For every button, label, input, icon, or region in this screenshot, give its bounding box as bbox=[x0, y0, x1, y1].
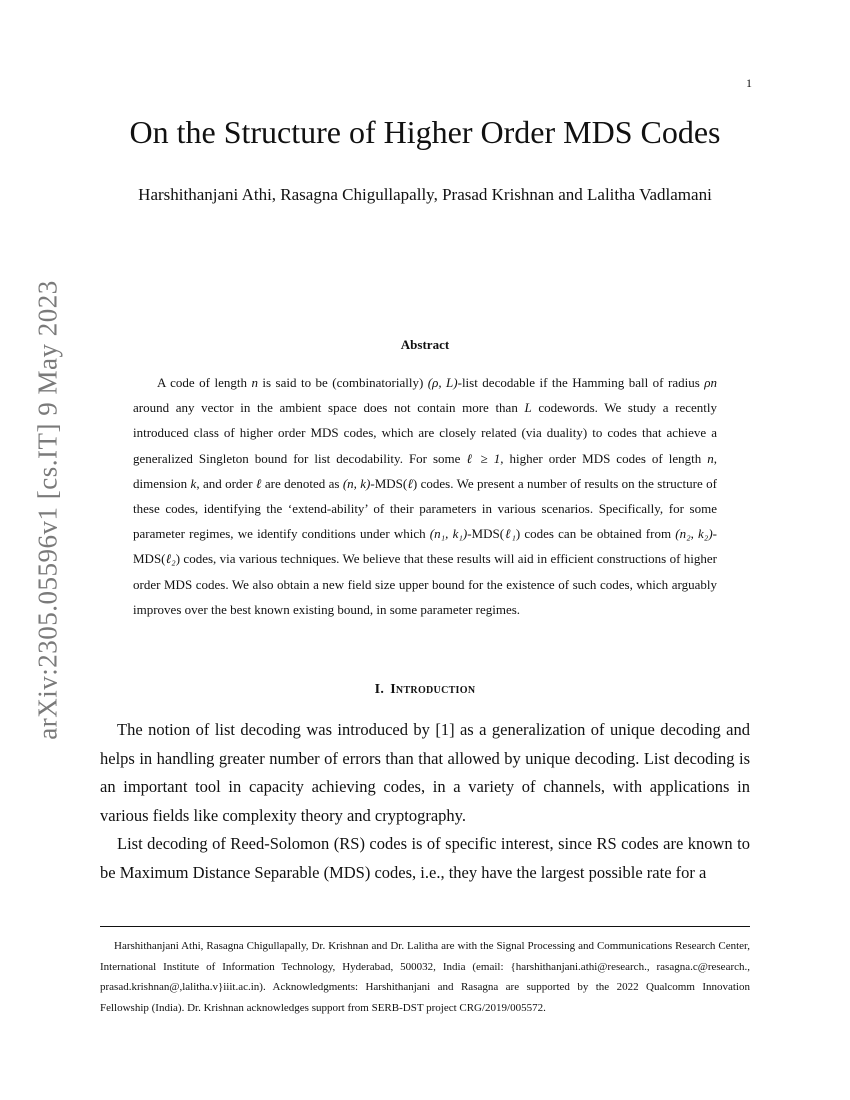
abstract-math: ℓ ≥ 1 bbox=[466, 450, 501, 466]
page-number: 1 bbox=[746, 76, 752, 90]
abstract-text: ) codes. We present a number of results on the structure of these codes, identifying the ‘extend-ability’ of their parameters in various scenarios. Specifically, for some parameter regimes, we identify conditions under which bbox=[133, 475, 717, 542]
abstract-math: (n₁, k₁) bbox=[429, 526, 468, 542]
abstract-math: (n₂, k₂) bbox=[675, 526, 713, 542]
abstract-math: ℓ bbox=[255, 475, 262, 491]
paper-authors: Harshithanjani Athi, Rasagna Chigullapally, Prasad Krishnan and Lalitha Vadlamani bbox=[138, 185, 712, 204]
abstract-math: (n, k) bbox=[342, 475, 371, 491]
footnote bbox=[100, 936, 750, 1018]
abstract-text: -list decodable if the Hamming ball of radius bbox=[457, 375, 705, 390]
abstract-text: ) codes can be obtained from bbox=[515, 526, 676, 542]
abstract-text: -MDS( bbox=[133, 526, 717, 567]
abstract-body bbox=[133, 370, 717, 622]
paper-title: On the Structure of Higher Order MDS Codes bbox=[129, 114, 721, 150]
section-title: Introduction bbox=[390, 682, 476, 697]
abstract-text: codewords. We study a recently introduced class of higher order MDS codes, which are closely related (via duality) to codes that achieve a generalized Singleton bound for list decodability. For some bbox=[133, 400, 717, 466]
footnote-rule bbox=[100, 926, 750, 927]
abstract-math: k bbox=[190, 475, 197, 491]
abstract-text: , and order bbox=[196, 475, 256, 491]
arxiv-stamp: arXiv:2305.05596v1 [cs.IT] 9 May 2023 bbox=[32, 280, 63, 740]
abstract-text: around any vector in the ambient space does not contain more than bbox=[133, 400, 525, 416]
introduction-body bbox=[100, 716, 750, 887]
abstract-text: , higher order MDS codes of length bbox=[500, 450, 708, 466]
abstract-text: is said to be (combinatorially) bbox=[257, 375, 428, 390]
abstract-heading: Abstract bbox=[400, 337, 450, 352]
abstract-text: , dimension bbox=[133, 450, 717, 491]
abstract-math: ℓ₂ bbox=[165, 551, 176, 567]
section-number: I. bbox=[374, 682, 385, 697]
abstract-math: (ρ, L) bbox=[427, 375, 458, 390]
footnote-text: Harshithanjani Athi, Rasagna Chigullapally, Dr. Krishnan and Dr. Lalitha are with the Signal Processing and Communications Research Center, International Institute of Information Technology, Hyderabad, 500032, India (email: {harshithanjani.athi@research., rasagna.c@research., prasad.krishnan@,lalitha.v}iiit.ac.in). Acknowledgments: Harshithanjani and Rasagna are supported by the 2022 Qualcomm Innovation Fellowship (India). Dr. Krishnan acknowledges support from SERB-DST project CRG/2019/005572. bbox=[100, 940, 750, 1014]
section-heading bbox=[0, 682, 850, 698]
abstract-text: ) codes, via various techniques. We believe that these results will aid in efficient constructions of higher order MDS codes. We also obtain a new field size upper bound for the existence of such codes, which arguably improves over the best known existing bound, in some parameter regimes. bbox=[133, 551, 718, 617]
abstract-text: -MDS( bbox=[467, 526, 505, 542]
intro-paragraph: List decoding of Reed-Solomon (RS) codes is of specific interest, since RS codes are known to be Maximum Distance Separable (MDS) codes, i.e., they have the largest possible rate for a bbox=[100, 834, 750, 882]
abstract-math: n bbox=[707, 450, 714, 466]
abstract-text: A code of length bbox=[157, 375, 252, 390]
intro-paragraph: The notion of list decoding was introduced by [1] as a generalization of unique decoding and helps in handling greater number of errors than that allowed by unique decoding. List decoding is an important tool in capacity achieving codes, in a variety of channels, with applications in various fields like complexity theory and cryptography. bbox=[100, 720, 750, 825]
abstract-math: ℓ bbox=[407, 475, 413, 491]
abstract-math: L bbox=[524, 400, 532, 416]
abstract-math: ρn bbox=[704, 375, 717, 390]
abstract-text: -MDS( bbox=[370, 475, 408, 491]
abstract-math: n bbox=[251, 375, 258, 390]
abstract-math: ℓ₁ bbox=[504, 526, 516, 542]
abstract-text: are denoted as bbox=[261, 475, 343, 491]
